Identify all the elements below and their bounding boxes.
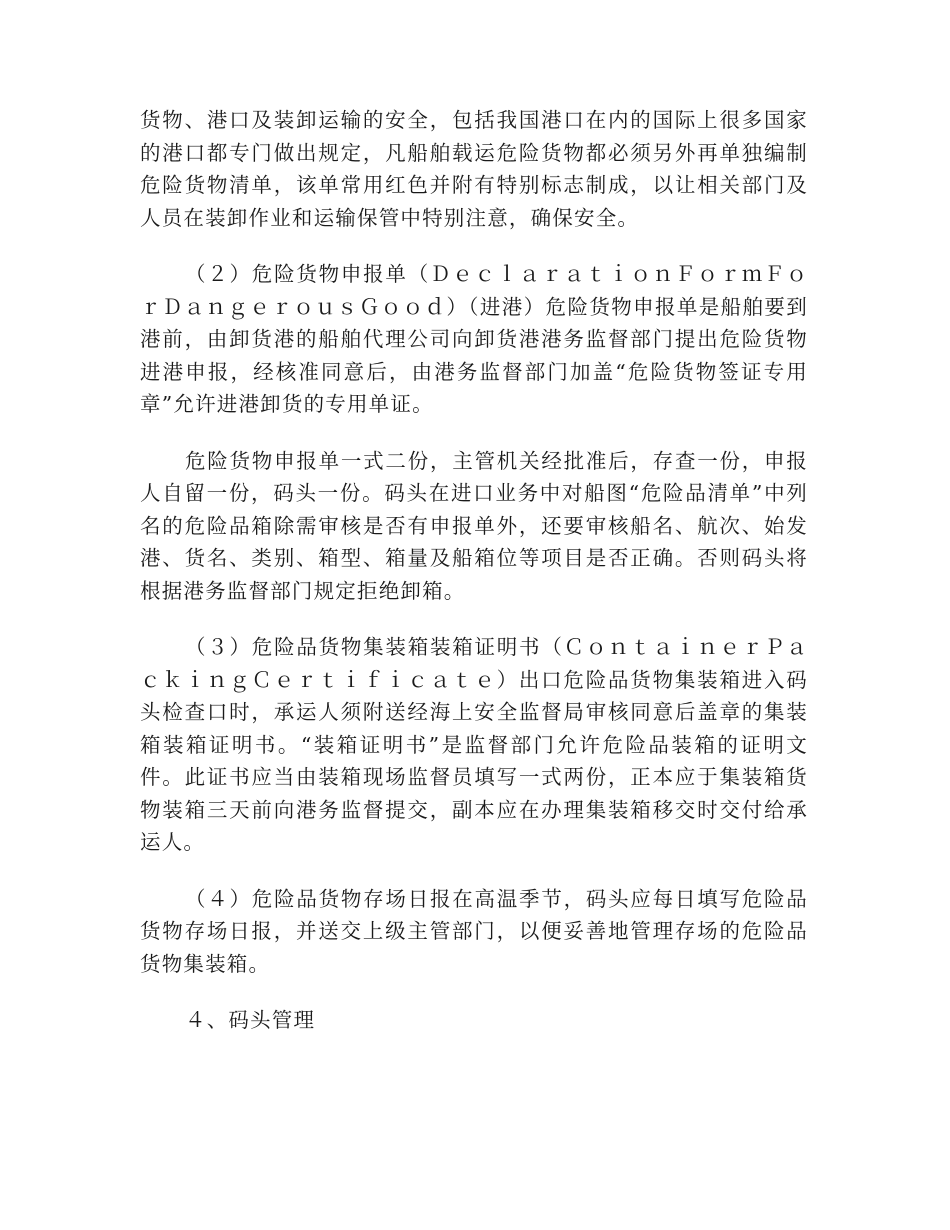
document-page bbox=[140, 104, 808, 1061]
paragraph-declaration-form: （２）危险货物申报单（ＤｅｃｌａｒａｔｉｏｎＦｏｒｍＦｏｒＤａｎｇｅｒｏｕｓＧｏｏｄ）（进港）危险货物申报单是船舶要到港前，由卸货港的船舶代理公司向卸货港港务监督部门提出危险货物进港申报，经核准同意后，由港务监督部门加盖“危险货物签证专用章”允许进港卸货的专用单证。 bbox=[140, 262, 808, 416]
section-heading-terminal-management: ４、码头管理 bbox=[185, 1008, 316, 1032]
paragraph-daily-storage-report: （４）危险品货物存场日报在高温季节，码头应每日填写危险品货物存场日报，并送交上级主管部门，以便妥善地管理存场的危险品货物集装箱。 bbox=[140, 886, 808, 976]
paragraph-dangerous-goods-list: 货物、港口及装卸运输的安全，包括我国港口在内的国际上很多国家的港口都专门做出规定，凡船舶载运危险货物都必须另外再单独编制危险货物清单，该单常用红色并附有特别标志制成，以让相关部门及人员在装卸作业和运输保管中特别注意，确保安全。 bbox=[140, 108, 808, 230]
paragraph-declaration-copies: 危险货物申报单一式二份，主管机关经批准后，存查一份，申报人自留一份，码头一份。码头在进口业务中对船图“危险品清单”中列名的危险品箱除需审核是否有申报单外，还要审核船名、航次、始发港、货名、类别、箱型、箱量及船箱位等项目是否正确。否则码头将根据港务监督部门规定拒绝卸箱。 bbox=[140, 448, 808, 603]
paragraph-packing-certificate: （３）危险品货物集装箱装箱证明书（ＣｏｎｔａｉｎｅｒＰａｃｋｉｎｇＣｅｒｔｉｆｉｃａｔｅ）出口危险品货物集装箱进入码头检查口时，承运人须附送经海上安全监督局审核同意后盖章的集装箱装箱证明书。“装箱证明书”是监督部门允许危险品装箱的证明文件。此证书应当由装箱现场监督员填写一式两份，正本应于集装箱货物装箱三天前向港务监督提交，副本应在办理集装箱移交时交付给承运人。 bbox=[140, 635, 808, 854]
